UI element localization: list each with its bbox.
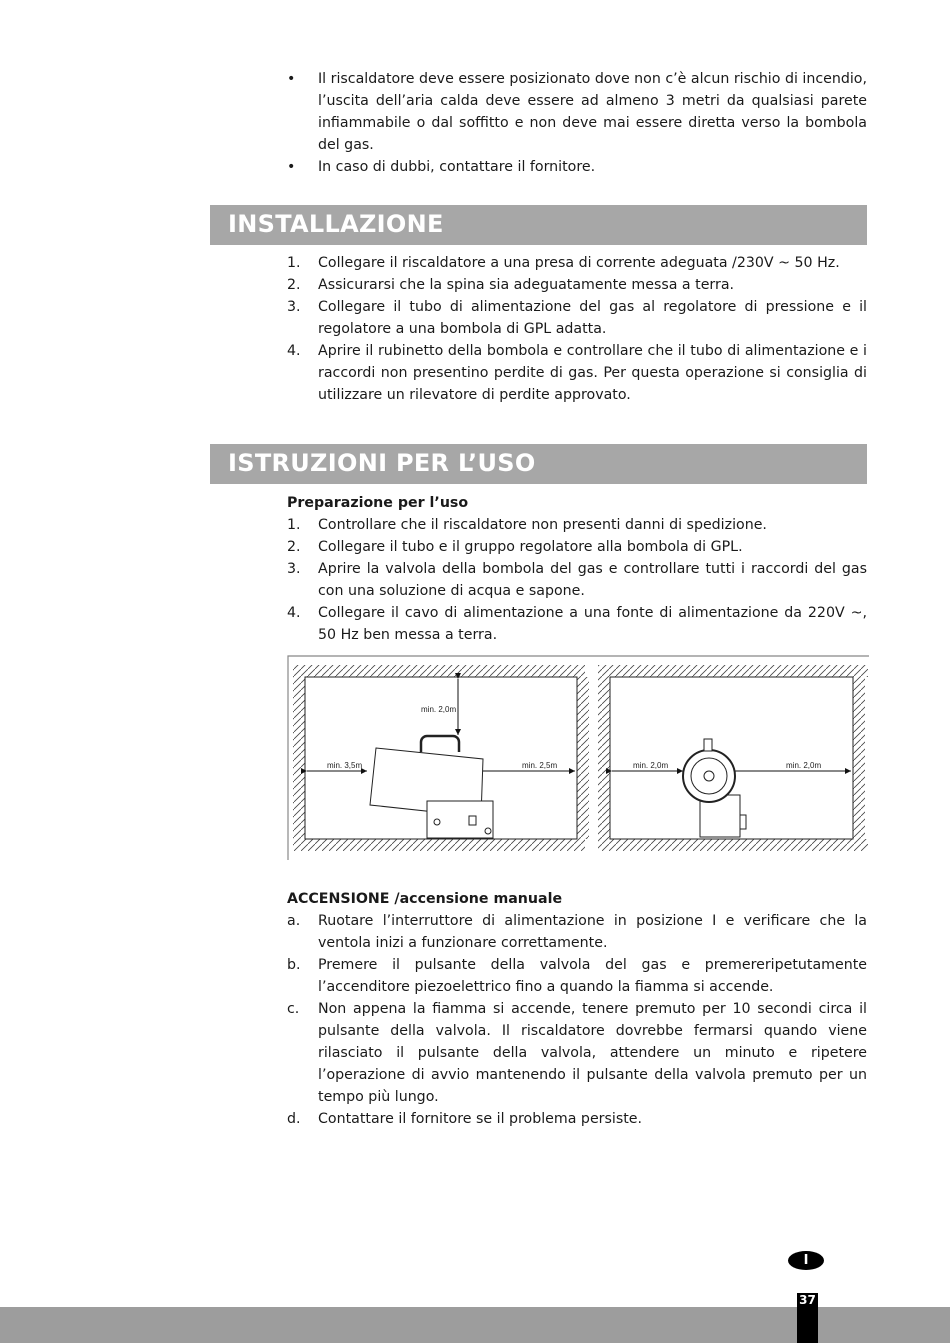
- list-item: [287, 998, 867, 1108]
- dimension-label: min. 2,0m: [421, 705, 457, 714]
- intro-bullets: [287, 68, 867, 178]
- list-marker: 3.: [287, 561, 301, 577]
- list-item: [287, 296, 867, 340]
- page-number: 37: [799, 1293, 816, 1307]
- list-text: Il riscaldatore deve essere posizionato dove non c’è alcun rischio di incendio, l’uscita dell’aria calda deve essere ad almeno 3 metri da qualsiasi parete infiammabile o dal soffitto e non deve mai essere diretta verso la bombola del gas.: [318, 71, 867, 153]
- list-marker: 2.: [287, 277, 301, 293]
- list-text: Aprire la valvola della bombola del gas e controllare tutti i raccordi del gas con una soluzione di acqua e sapone.: [318, 561, 867, 599]
- list-text: Collegare il tubo di alimentazione del gas al regolatore di pressione e il regolatore a una bombola di GPL adatta.: [318, 299, 867, 337]
- section-title: ISTRUZIONI PER L’USO: [228, 449, 536, 477]
- list-item: [287, 536, 867, 558]
- installazione-list: [287, 252, 867, 406]
- list-item: [287, 514, 867, 536]
- bullet: •: [287, 159, 296, 175]
- list-text: Collegare il cavo di alimentazione a una fonte di alimentazione da 220V ~, 50 Hz ben messa a terra.: [318, 605, 867, 643]
- dimension-label: min. 2,0m: [786, 761, 822, 770]
- list-text: Ruotare l’interruttore di alimentazione in posizione I e verificare che la ventola inizi a funzionare correttamente.: [318, 913, 867, 951]
- dimension-label: min. 2,0m: [633, 761, 669, 770]
- clearance-diagram: [287, 655, 869, 860]
- side-view-room: [293, 665, 589, 851]
- list-text: Contattare il fornitore se il problema persiste.: [318, 1111, 643, 1127]
- section-header-istruzioni: [210, 444, 867, 484]
- list-marker: a.: [287, 913, 301, 929]
- list-marker: 3.: [287, 299, 301, 315]
- preparazione-block: [287, 492, 867, 646]
- list-item: [287, 602, 867, 646]
- list-marker: c.: [287, 1001, 300, 1017]
- accensione-block: [287, 888, 867, 1130]
- list-text: Assicurarsi che la spina sia adeguatamente messa a terra.: [318, 277, 735, 293]
- bullet: •: [287, 71, 296, 87]
- list-item: [287, 340, 867, 406]
- list-marker: d.: [287, 1111, 301, 1127]
- list-text: Premere il pulsante della valvola del gas e premereripetutamente l’accenditore piezoelettrico fino a quando la fiamma si accende.: [318, 957, 867, 995]
- list-item: [287, 252, 867, 274]
- list-item: [287, 68, 867, 156]
- list-marker: b.: [287, 957, 301, 973]
- list-item: [287, 274, 867, 296]
- list-text: Non appena la fiamma si accende, tenere premuto per 10 secondi circa il pulsante della valvola. Il riscaldatore dovrebbe fermarsi quando viene rilasciato il pulsante della valvola, attendere un minuto e ripetere l’operazione di avvio mantenendo il pulsante della valvola premuto per un tempo più lungo.: [318, 1001, 867, 1105]
- list-item: [287, 1108, 867, 1130]
- section-title: INSTALLAZIONE: [228, 210, 444, 238]
- list-text: Controllare che il riscaldatore non presenti danni di spedizione.: [318, 517, 767, 533]
- dimension-label: min. 3,5m: [327, 761, 363, 770]
- list-item: [287, 910, 867, 954]
- list-marker: 2.: [287, 539, 301, 555]
- subheading: ACCENSIONE /accensione manuale: [287, 891, 563, 907]
- list-text: In caso di dubbi, contattare il fornitore.: [318, 159, 596, 175]
- list-marker: 1.: [287, 255, 301, 271]
- list-marker: 4.: [287, 343, 301, 359]
- list-text: Aprire il rubinetto della bombola e controllare che il tubo di alimentazione e i raccordi non presentino perdite di gas. Per questa operazione si consiglia di utilizzare un rilevatore di perdite approvato.: [318, 343, 867, 403]
- list-text: Collegare il riscaldatore a una presa di corrente adeguata /230V ~ 50 Hz.: [318, 255, 840, 271]
- front-view-room: [598, 665, 868, 851]
- subheading: Preparazione per l’uso: [287, 495, 469, 511]
- list-item: [287, 558, 867, 602]
- list-text: Collegare il tubo e il gruppo regolatore alla bombola di GPL.: [318, 539, 743, 555]
- language-badge: I: [788, 1251, 824, 1270]
- list-marker: 1.: [287, 517, 301, 533]
- list-marker: 4.: [287, 605, 301, 621]
- list-item: [287, 156, 867, 178]
- section-header-installazione: [210, 205, 867, 245]
- list-item: [287, 954, 867, 998]
- dimension-label: min. 2,5m: [522, 761, 558, 770]
